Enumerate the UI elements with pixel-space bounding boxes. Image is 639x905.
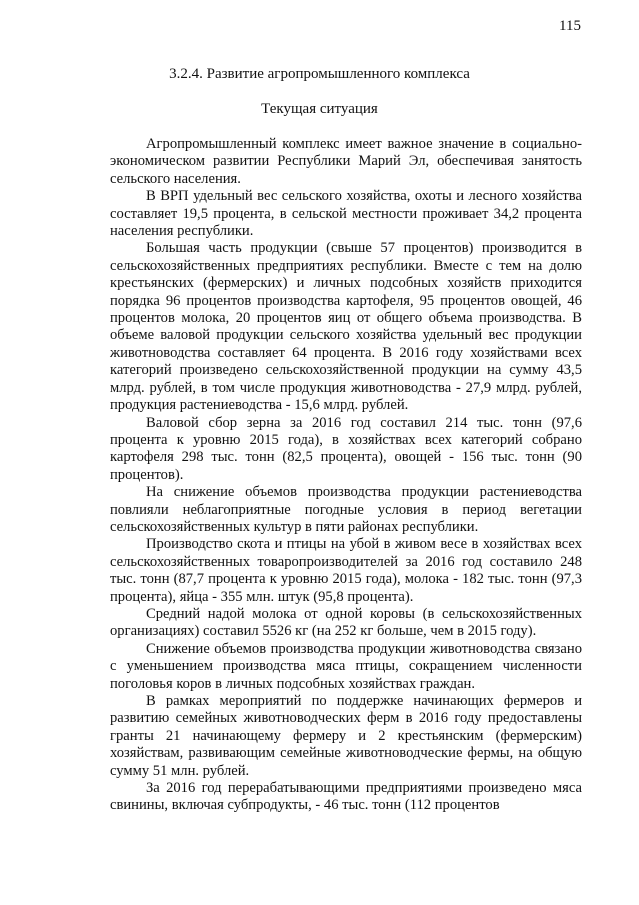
paragraph: Производство скота и птицы на убой в живом весе в хозяйствах всех сельскохозяйственных товаропроизводителей за 2016 год составило 248 тыс. тонн (87,7 процента к уровню 2015 года), молока - 182 тыс. тонн (97,3 процента), яйца - 355 млн. штук (95,8 процента). [110,536,582,605]
paragraph: В рамках мероприятий по поддержке начинающих фермеров и развитию семейных животноводческих ферм в 2016 году предоставлены гранты 21 начинающему фермеру и 2 крестьянским (фермерским) хозяйствам, развивающим семейные животноводческие фермы, на общую сумму 51 млн. рублей. [110,693,582,779]
paragraph: Валовой сбор зерна за 2016 год составил 214 тыс. тонн (97,6 процента к уровню 2015 года), в хозяйствах всех категорий собрано картофеля 298 тыс. тонн (82,5 процента), овощей - 156 тыс. тонн (90 процентов). [110,414,582,483]
section-title: 3.2.4. Развитие агропромышленного комплекса [169,66,470,82]
page-number: 115 [559,18,581,34]
paragraph: За 2016 год перерабатывающими предприятиями произведено мяса свинины, включая субпродукты, - 46 тыс. тонн (112 процентов [110,780,582,814]
paragraph: Средний надой молока от одной коровы (в сельскохозяйственных организациях) составил 5526 кг (на 252 кг больше, чем в 2015 году). [110,605,582,640]
body-text [110,136,582,815]
paragraph: Большая часть продукции (свыше 57 процентов) производится в сельскохозяйственных предприятиях республики. Вместе с тем на долю крестьянских (фермерских) и личных подсобных хозяйств приходится порядка 96 процентов производства картофеля, 95 процентов овощей, 46 процентов молока, 20 процентов яиц от общего объема производства. В объеме валовой продукции сельского хозяйства удельный вес продукции животноводства составляет 64 процента. В 2016 году хозяйствами всех категорий произведено сельскохозяйственной продукции на сумму 43,5 млрд. рублей, в том числе продукция животноводства - 27,9 млрд. рублей, продукция растениеводства - 15,6 млрд. рублей. [110,240,582,414]
paragraph: Снижение объемов производства продукции животноводства связано с уменьшением производства мяса птицы, сокращением численности поголовья коров в личных подсобных хозяйствах граждан. [110,640,582,692]
paragraph: Агропромышленный комплекс имеет важное значение в социально-экономическом развитии Республики Марий Эл, обеспечивая занятость сельского населения. [110,136,582,187]
subsection-title: Текущая ситуация [261,101,378,117]
paragraph: На снижение объемов производства продукции растениеводства повлияли неблагоприятные погодные условия в период вегетации сельскохозяйственных культур в пяти районах республики. [110,484,582,535]
paragraph: В ВРП удельный вес сельского хозяйства, охоты и лесного хозяйства составляет 19,5 процента, в сельской местности проживает 34,2 процента населения республики. [110,188,582,240]
